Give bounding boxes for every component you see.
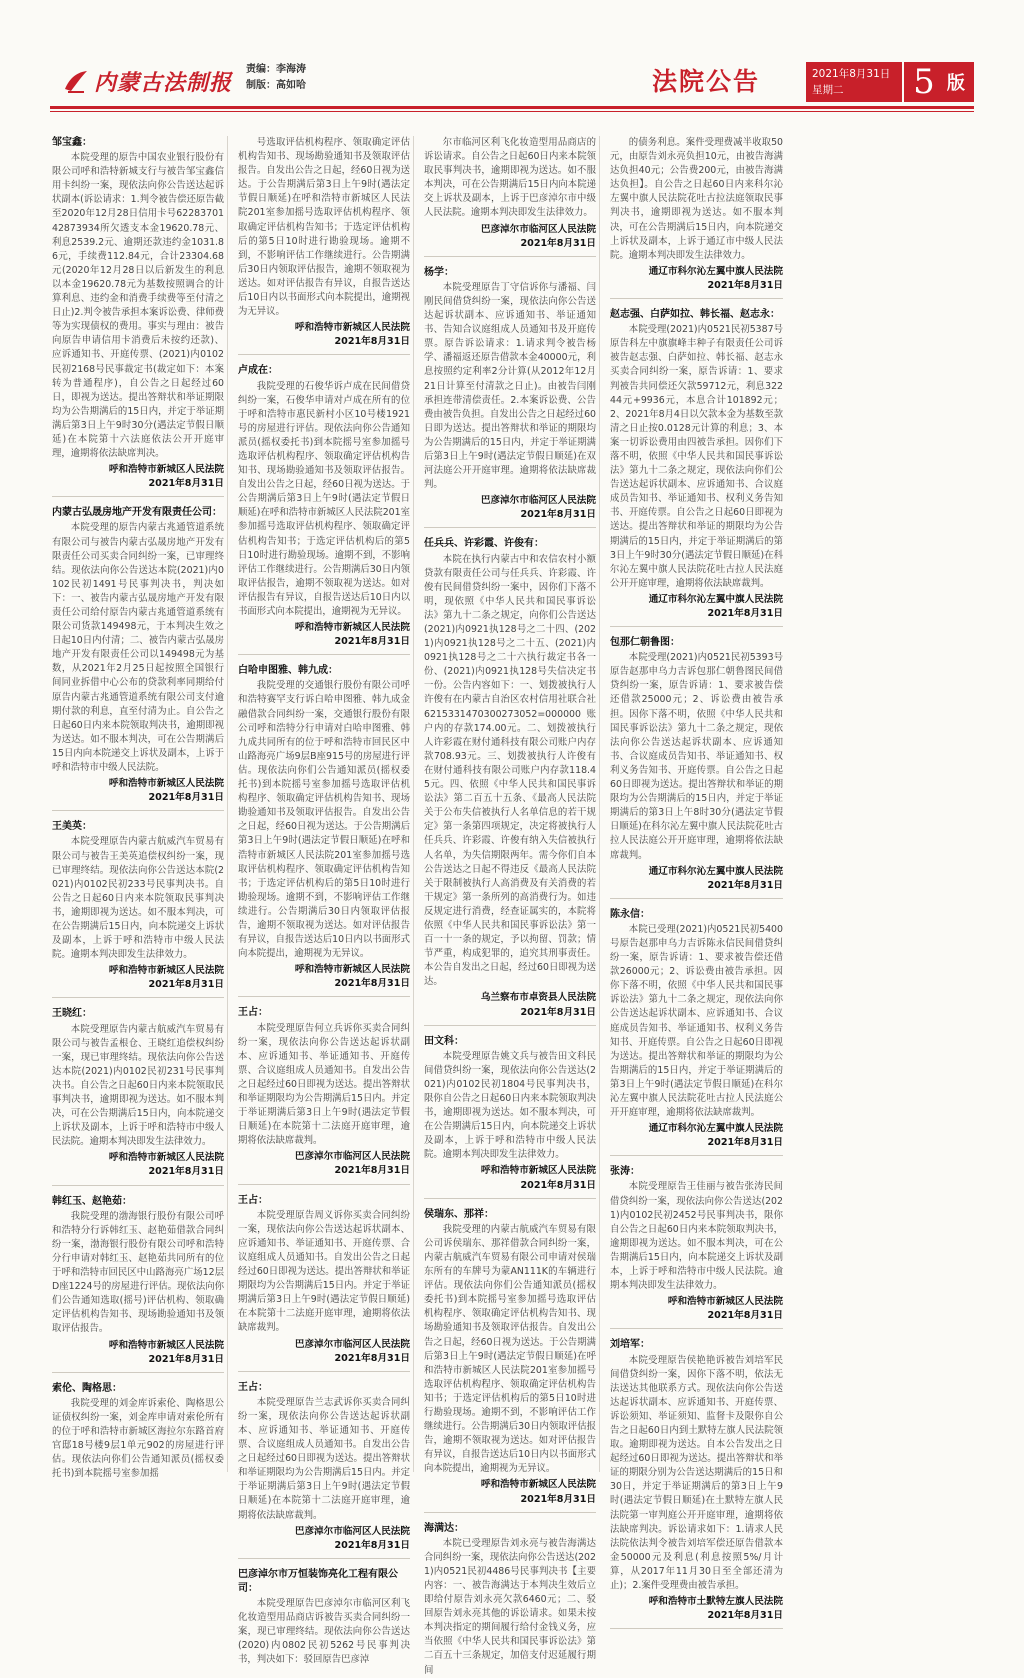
issue-weekday: 星期二 bbox=[812, 84, 844, 96]
notice-divider bbox=[424, 1512, 596, 1513]
notice-date: 2021年8月31日 bbox=[148, 478, 224, 490]
notice-divider bbox=[52, 1185, 224, 1186]
notice-addressee: 张涛： bbox=[610, 1166, 640, 1178]
notice-date: 2021年8月31日 bbox=[707, 1610, 783, 1622]
notice-body: 本院受理原告兰志武诉你买卖合同纠纷一案，现依法向你公告送达起诉状副本、应诉通知书、举证通知书、开庭传票、合议庭组成人员通知书。自发出公告之日起经过60日即视为送达。提出答辩状和举证期限均为公告期满后15日内。并定于举证期满后第3日上午9时(遇法定节假日顺延)在本院第十二法庭开庭审理，逾期将依法缺席裁判。 bbox=[238, 1396, 410, 1521]
notice-court: 呼和浩特市新城区人民法院 bbox=[667, 1296, 783, 1308]
notice-body: 本院受理原告王佳丽与被告张涛民间借贷纠纷一案，现依法向你公告送达(2021)内0102民初2452号民事判决书，限你自公告之日起60日内来本院领取判决书，逾期即视为送达。如不服本判决，可在公告期满后15日内，向本院递交上诉状及副本，上诉于呼和浩特市中级人民法院。逾期本判决即发生法律效力。 bbox=[610, 1181, 783, 1292]
page-number-box bbox=[904, 62, 974, 102]
notice-date: 2021年8月31日 bbox=[148, 1166, 224, 1178]
notice-body: 我院受理的交通银行股份有限公司呼和浩特赛罕支行诉白哈申图雅、韩九成金融借款合同纠纷一案，交通银行股份有限公司呼和浩特分行申请对白哈申图雅、韩九成共同所有的位于呼和浩特市回民区中山路海亮广场9层B座915号的房屋进行评估。现依法向你们公告通知派员(摇权委托书)到本院摇号室参加摇号选取评估机构程序、领取确定评估机构告知书、现场勘验通知书及领取评估报告。自发出公告之日起，经60日视为送达。于公告期满后第3日上午9时(遇法定节假日顺延)在呼和浩特市新城区人民法院201室参加摇号选取评估机构程序、领取确定评估机构告知书；于选定评估机构后的第5日10时进行勘验现场。逾期不到，不影响评估工作继续进行。公告期满后30日内领取评估报告，逾期不领取视为送达。如对评估报告有异议，自报告送达后10日内以书面形式向本院提出，逾期视为无异议。 bbox=[238, 680, 410, 960]
court-notice bbox=[424, 1035, 596, 1199]
notice-addressee: 王占： bbox=[238, 1381, 268, 1393]
notice-divider bbox=[238, 354, 410, 355]
court-notice bbox=[610, 136, 783, 299]
court-notice bbox=[52, 1382, 224, 1482]
notice-body: 本院受理原告内蒙古航威汽车贸易有限公司与被告孟根仓、王晓红追偿权纠纷一案，现已审理终结。现依法向你公告送达本院(2021)内0102民初231号民事判决书。自公告之日起60日内来本院领取民事判决书，逾期即视为送达。如不服本判决，可在公告期满后15日内，向本院递交上诉状及副本，上诉于呼和浩特市中级人民法院。逾期本判决即发生法律效力。 bbox=[52, 1023, 224, 1148]
notice-addressee: 王占： bbox=[238, 1194, 268, 1206]
notice-date: 2021年8月31日 bbox=[520, 237, 596, 249]
court-notice bbox=[238, 1568, 410, 1668]
notice-date: 2021年8月31日 bbox=[334, 336, 410, 348]
notice-body: 本院受理的原告内蒙古兆通管道系统有限公司与被告内蒙古弘晟房地产开发有限责任公司买卖合同纠纷一案，已审理终结。现依法向你公告送达本院(2021)内0102民初1491号民事判决书，判决如下：一、被告内蒙古弘晟房地产开发有限责任公司给付原告内蒙古兆通管道系统有限公司货款149498元，于本判决生效之日起10日内付清；二、被告内蒙古弘晟房地产开发有限责任公司以149498元为基数，从2021年2月25日起按照全国银行间同业拆借中心公布的贷款利率同期给付原告内蒙古兆通管道系统有限公司支付逾期付款的利息，直至付清为止。自公告之日起60日内来本院领取判决书，逾期即视为送达。如不服本判决，可在公告期满后15日内向本院递交上诉状及副本，上诉于呼和浩特市中级人民法院。 bbox=[52, 522, 224, 774]
notice-divider bbox=[238, 1184, 410, 1185]
notice-court: 通辽市科尔沁左翼中旗人民法院 bbox=[648, 865, 783, 877]
court-notice bbox=[52, 820, 224, 998]
editor-label: 责编：李海涛 bbox=[246, 64, 306, 75]
notice-court: 巴彦淖尔市临河区人民法院 bbox=[294, 1525, 410, 1537]
notice-divider bbox=[610, 626, 783, 627]
notice-addressee: 卢成在： bbox=[238, 365, 278, 377]
court-notice bbox=[424, 537, 596, 1025]
notice-divider bbox=[238, 654, 410, 655]
notice-body: 本院受理原告何立兵诉你买卖合同纠纷一案，现依法向你公告送达起诉状副本、应诉通知书、举证通知书、开庭传票、合议庭组成人员通知书。自发出公告之日起经过60日即视为送达。提出答辩状和举证期限均为公告期满后15日内。并定于举证期满后第3日上午9时(遇法定节假日顺延)在本院第十二法庭开庭审理，逾期将依法缺席裁判。 bbox=[238, 1022, 410, 1147]
notice-divider bbox=[238, 1371, 410, 1372]
notice-addressee: 刘培军： bbox=[610, 1339, 650, 1351]
notice-addressee: 王晓红： bbox=[52, 1008, 92, 1020]
notice-divider bbox=[610, 1328, 783, 1329]
page-unit: 版 bbox=[946, 73, 965, 94]
notice-addressee: 杨学： bbox=[424, 266, 454, 278]
notice-body: 本院受理(2021)内0521民初5393号原告赵那申乌力吉诉包那仁朝鲁图民间借贷纠纷一案，原告诉请：1、要求被告偿还借款25000元；2、诉讼费由被告承担。因你下落不明，依照《中华人民共和国民事诉讼法》第九十二条之规定，现依法向你公告送达起诉状副本、应诉通知书、合议庭成员告知书、举证通知书、权利义务告知书、开庭传票。自公告之日起60日即视为送达。提出答辩状和举证的期限均为公告期满后的15日内，并定于举证期满后的第3日上午8时30分(遇法定节假日顺延)在科尔沁左翼中旗人民法院花吐古拉人民法庭公开开庭审理，逾期将依法缺席裁判。 bbox=[610, 652, 783, 861]
header-rule-thin bbox=[50, 111, 974, 112]
court-notice bbox=[238, 664, 410, 997]
notice-court: 呼和浩特市新城区人民法院 bbox=[108, 965, 224, 977]
notice-addressee: 内蒙古弘晟房地产开发有限责任公司： bbox=[52, 507, 222, 519]
notice-body: 本院受理的原告中国农业银行股份有限公司呼和浩特新城支行与被告邹宝鑫信用卡纠纷一案，现依法向你公告送达起诉状副本(诉讼请求：1.判令被告偿还原告截至2020年12月28日信用卡号6228370142873934所欠透支本金19620.78元、利息2539.2元、逾期还款违约金1031.86元，手续费112.84元，合计23304.68元(2020年12月28日以后新发生的利息以本金19620.78元为基数按照调合的计算利息、违约金和消费手续费等至付清之日止)2.判令被告承担本案诉讼费、律师费等为实现债权的费用。事实与理由：被告向原告申请信用卡消费后未按约还款)、应诉通知书、开庭传票、(2021)内0102民初2168号民事裁定书(裁定如下：本案转为普通程序)，自公告之日起经过60日，即视为送达。提出答辩状和举证期限均为公告期满后的15日内，并定于举证期满后第3日上午9时30分(遇法定节假日顺延)在本院第十六法庭依法公开开庭审理，逾期将依法缺席判决。 bbox=[52, 152, 224, 460]
notice-body: 我院受理的石俊华诉卢成在民间借贷纠纷一案，石俊华申请对卢成在所有的位于呼和浩特市惠民新村小区10号楼1921号的房屋进行评估。现依法向你公告通知派员(摇权委托书)到本院摇号室参加摇号选取评估机构程序、领取确定评估机构告知书、现场勘验通知书及领取评估报告。自发出公告之日起，经60日视为送达。于公告期满后第3日上午9时(遇法定节假日顺延)在呼和浩特市新城区人民法院201室参加摇号选取评估机构程序、领取确定评估机构告知书；于选定评估机构后的第5日10时进行勘验现场。逾期不到，不影响评估工作继续进行。公告期满后30日内领取评估报告，逾期不领取视为送达。如对评估报告有异议，自报告送达后10日内以书面形式向本院提出，逾期视为无异议。 bbox=[238, 380, 410, 617]
court-notice bbox=[238, 364, 410, 655]
notice-body: 本院受理原告姚文兵与被告田文科民间借贷纠纷一案，现依法向你公告送达(2021)内0102民初1804号民事判决书，限你自公告之日起60日内来本院领取判决书，逾期即视为送达。如不服本判决，可在公告期满后15日内，向本院递交上诉状及副本，上诉于呼和浩特市中级人民法院。逾期本判决即发生法律效力。 bbox=[424, 1050, 596, 1161]
notice-date: 2021年8月31日 bbox=[334, 1539, 410, 1551]
notice-body: 我院受理的渤海银行股份有限公司呼和浩特分行诉韩红玉、赵艳茹借款合同纠纷一案，渤海银行股份有限公司呼和浩特分行申请对韩红玉、赵艳茹共同所有的位于呼和浩特市回民区中山路海亮广场12层D座1224号的房屋进行评估。现依法向你们公告通知选取(摇号)评估机构、领取确定评估机构告知书、现场勘验通知书及领取评估报告。 bbox=[52, 1210, 224, 1335]
notice-body: 我院受理的内蒙古航威汽车贸易有限公司诉侯瑞东、那祥借款合同纠纷一案，内蒙古航威汽车贸易有限公司申请对侯瑞东所有的车牌号为蒙AN111K的车辆进行评估。现依法向你们公告通知派员(摇权委托书)到本院摇号室参加摇号选取评估机构程序、领取确定评估机构告知书、现场勘验通知书及领取评估报告。自发出公告之日起，经60日视为送达。于公告期满后第3日上午9时(遇法定节假日顺延)在呼和浩特市新城区人民法院201室参加摇号选取评估机构程序、领取确定评估机构告知书；于选定评估机构后的第5日10时进行勘验现场。逾期不到，不影响评估工作继续进行。公告期满后30日内领取评估报告，逾期不领取视为送达。如对评估报告有异议，自报告送达后10日内以书面形式向本院提出，逾期视为无异议。 bbox=[424, 1223, 596, 1475]
notice-body: 本院受理原告周义诉你买卖合同纠纷一案，现依法向你公告送达起诉状副本、应诉通知书、举证通知书、开庭传票、合议庭组成人员通知书。自发出公告之日起经过60日即视为送达。提出答辩状和举证期限均为公告期满后15日内。并定于举证期满后第3日上午9时(遇法定节假日顺延)在本院第十二法庭开庭审理，逾期将依法缺席裁判。 bbox=[238, 1209, 410, 1334]
notice-body: 的债务利息。案件受理费减半收取50元，由原告刘永亮负担10元，由被告海满达负担40元；公告费200元，由被告海满达负担】。自公告之日起60日内来科尔沁左翼中旗人民法院花吐古拉法庭领取民事判决书，逾期即视为送达。如不服本判决，可在公告期满后15日内，向本院递交上诉状及副本，上诉于通辽市中级人民法院。逾期本判决即发生法律效力。 bbox=[610, 137, 783, 261]
court-notice bbox=[238, 1194, 410, 1372]
notice-date: 2021年8月31日 bbox=[148, 792, 224, 804]
notice-court: 呼和浩特市新城区人民法院 bbox=[294, 322, 410, 334]
notice-date: 2021年8月31日 bbox=[707, 279, 783, 291]
notice-body: 本院已受理原告刘永亮与被告海满达合同纠纷一案，现依法向你公告送达(2021)内0521民初4486号民事判决书【主要内容：一、被告海满达于本判决生效后立即给付原告刘永亮欠款6460元；二、驳回原告刘永亮其他的诉讼请求。如果未按本判决指定的期间履行给付金钱义务，应当依照《中华人民共和国民事诉讼法》第二百五十三条规定，加倍支付迟延履行期间 bbox=[424, 1537, 596, 1676]
court-notice bbox=[610, 908, 783, 1157]
notice-divider bbox=[610, 298, 783, 299]
notice-court: 呼和浩特市新城区人民法院 bbox=[294, 964, 410, 976]
notice-court: 通辽市科尔沁左翼中旗人民法院 bbox=[648, 265, 783, 277]
notice-divider bbox=[610, 1628, 783, 1629]
notice-court: 通辽市科尔沁左翼中旗人民法院 bbox=[648, 593, 783, 605]
notice-date: 2021年8月31日 bbox=[707, 1137, 783, 1149]
notice-divider bbox=[424, 1025, 596, 1026]
court-notice bbox=[424, 266, 596, 529]
notice-court: 呼和浩特市新城区人民法院 bbox=[480, 1165, 596, 1177]
court-notice bbox=[424, 136, 596, 257]
court-notice bbox=[610, 1338, 783, 1629]
notice-divider bbox=[52, 810, 224, 811]
notice-column bbox=[238, 136, 414, 1666]
court-notice bbox=[424, 1208, 596, 1513]
notice-columns bbox=[52, 136, 974, 1676]
notice-court: 呼和浩特市新城区人民法院 bbox=[294, 622, 410, 634]
notice-court: 巴彦淖尔市临河区人民法院 bbox=[480, 495, 596, 507]
notice-divider bbox=[424, 527, 596, 528]
notice-date: 2021年8月31日 bbox=[520, 1179, 596, 1191]
notice-date: 2021年8月31日 bbox=[334, 636, 410, 648]
court-emblem-icon bbox=[62, 66, 90, 96]
court-notice bbox=[52, 1007, 224, 1185]
notice-addressee: 白哈申图雅、韩九成： bbox=[238, 665, 338, 677]
issue-date: 2021年8月31日 bbox=[812, 68, 891, 80]
notice-body: 本院受理原告巴彦淖尔市临河区利飞化妆造型用品商店诉被告买卖合同纠纷一案，现已审理终结。现依法向你公告送达(2020)内0802民初5262号民事判决书，判决如下：驳回原告巴彦淖 bbox=[238, 1598, 410, 1666]
issue-date-box bbox=[806, 62, 902, 102]
notice-date: 2021年8月31日 bbox=[520, 1493, 596, 1505]
notice-court: 呼和浩特市新城区人民法院 bbox=[108, 464, 224, 476]
notice-divider bbox=[52, 997, 224, 998]
notice-addressee: 任兵兵、许彩霞、许俊有： bbox=[424, 538, 544, 550]
court-notice bbox=[52, 1195, 224, 1373]
notice-court: 呼和浩特市新城区人民法院 bbox=[480, 1479, 596, 1491]
notice-body: 我院受理的刘金库诉索伦、陶格思公证债权纠纷一案，刘金库申请对索伦所有的位于呼和浩特市新城区海拉尔东路首府官邸18号楼9层1单元902的房屋进行评估。现依法向你们公告通知派员(摇权委托书)到本院摇号室参加摇 bbox=[52, 1397, 224, 1480]
notice-court: 呼和浩特市新城区人民法院 bbox=[108, 1339, 224, 1351]
notice-date: 2021年8月31日 bbox=[520, 1006, 596, 1018]
notice-addressee: 侯瑞东、那祥： bbox=[424, 1208, 494, 1220]
notice-court: 通辽市科尔沁左翼中旗人民法院 bbox=[648, 1123, 783, 1135]
notice-body: 本院受理原告内蒙古航威汽车贸易有限公司与被告王美英追偿权纠纷一案，现已审理终结。现依法向你公告送达本院(2021)内0102民初233号民事判决书。自公告之日起60日内来本院领取民事判决书，逾期即视为送达。如不服本判决，可在公告期满后15日内，向本院递交上诉状及副本，上诉于呼和浩特市中级人民法院。逾期本判决即发生法律效力。 bbox=[52, 836, 224, 961]
notice-court: 巴彦淖尔市临河区人民法院 bbox=[480, 223, 596, 235]
editor-credits bbox=[246, 62, 306, 94]
notice-court: 呼和浩特市新城区人民法院 bbox=[108, 1152, 224, 1164]
notice-court: 呼和浩特市新城区人民法院 bbox=[108, 778, 224, 790]
notice-column bbox=[610, 136, 786, 1622]
court-notice bbox=[610, 1165, 783, 1329]
court-notice bbox=[52, 136, 224, 497]
notice-court: 巴彦淖尔市临河区人民法院 bbox=[294, 1151, 410, 1163]
notice-addressee: 陈永信： bbox=[610, 908, 650, 920]
section-title: 法院公告 bbox=[652, 67, 761, 96]
notice-addressee: 索伦、陶格思： bbox=[52, 1382, 122, 1394]
notice-body: 尔市临河区利飞化妆造型用品商店的诉讼请求。自公告之日起60日内来本院领取民事判决书，逾期即视为送达。如不服本判决，可在公告期满后15日内向本院递交上诉状及副本，上诉于巴彦淖尔市中级人民法院。逾期本判决即发生法律效力。 bbox=[424, 137, 596, 219]
court-notice bbox=[424, 1522, 596, 1678]
notice-body: 本院受理原告侯艳艳诉被告刘培军民间借贷纠纷一案，因你下落不明，依法无法送达其他联系方式。现依法向你公告送达起诉状副本、应诉通知书、开庭传票、诉讼须知、举证须知、监督卡及限你自公告之日起60日内到土默特左旗人民法院领取。逾期即视为送达。自本公告发出之日起经过60日即视为送达。提出答辩状和举证的期限分别为公告送达期满后的15日和30日，并定于举证期满后的第3日上午9时(遇法定节假日顺延)在土默特左旗人民法院第一审判庭公开开庭审理，逾期将依法缺席判决。诉讼请求如下：1.请求人民法院依法判令被告刘培军偿还原告借款本金50000元及利息(利息按照5%/月计算，从2017年11月30日至全部还清为止)；2.案件受理费由被告承担。 bbox=[610, 1354, 783, 1591]
notice-addressee: 赵志强、白萨如拉、韩长福、赵志永： bbox=[610, 309, 780, 321]
notice-divider bbox=[52, 496, 224, 497]
notice-date: 2021年8月31日 bbox=[707, 608, 783, 619]
notice-body: 号选取评估机构程序、领取确定评估机构告知书、现场勘验通知书及领取评估报告。自发出公告之日起，经60日视为送达。于公告期满后第3日上午9时(遇法定节假日顺延)在呼和浩特市新城区人民法院201室参加摇号选取评估机构程序、领取确定评估机构告知书；于选定评估机构后的第5日10时进行勘验现场。逾期不到，不影响评估工作继续进行。公告期满后30日内领取评估报告，逾期不领取视为送达。如对评估报告有异议，自报告送达后10日内以书面形式向本院提出，逾期视为无异议。 bbox=[238, 137, 410, 318]
notice-divider bbox=[52, 1372, 224, 1373]
designer-label: 制版：高如哈 bbox=[246, 80, 306, 91]
notice-addressee: 包那仁朝鲁图： bbox=[610, 637, 680, 649]
notice-date: 2021年8月31日 bbox=[334, 978, 410, 990]
masthead bbox=[0, 0, 1024, 128]
notice-divider bbox=[238, 1558, 410, 1559]
newspaper-name: 内蒙古法制报 bbox=[94, 69, 233, 96]
notice-addressee: 王美英： bbox=[52, 821, 92, 833]
notice-body: 本院受理原告丁守信诉你与潘福、闫刚民间借贷纠纷一案，现依法向你公告送达起诉状副本、应诉通知书、举证通知书、告知合议庭组成人员通知书及开庭传票。原告诉讼请求：1.请求判令被告杨学、潘福返还原告借款本金40000元，利息按照约定利率2分计算(从2012年12月21日计算至付清款之日止)。由被告闫刚承担连带清偿责任。2.本案诉讼费、公告费由被告负担。自发出公告之日起经过60日即为送达。提出答辩状和举证的期限均为公告期满后的15日内，并定于举证期满后第3日上午9时(遇法定节假日顺延)在双河法庭公开开庭审理。逾期将依法缺席裁判。 bbox=[424, 281, 596, 491]
notice-date: 2021年8月31日 bbox=[148, 979, 224, 991]
notice-body: 本院已受理(2021)内0521民初5400号原告赵那申乌力吉诉陈永信民间借贷纠纷一案，原告诉请：1、要求被告偿还借款26000元；2、诉讼费由被告承担。因你下落不明，依照《中华人民共和国民事诉讼法》第九十二条之规定，现依法向你公告送达起诉状副本、应诉通知书、合议庭成员告知书、举证通知书、权利义务告知书、开庭传票。自公告之日起60日即视为送达。提出答辩状和举证的期限均为公告期满后的15日内，并定于举证期满后的第3日上午9时(遇法定节假日顺延)在科尔沁左翼中旗人民法院花吐古拉人民法庭公开开庭审理，逾期将依法缺席裁判。 bbox=[610, 923, 783, 1119]
notice-divider bbox=[238, 996, 410, 997]
notice-date: 2021年8月31日 bbox=[334, 1165, 410, 1177]
notice-divider bbox=[610, 898, 783, 899]
notice-date: 2021年8月31日 bbox=[707, 879, 783, 891]
notice-divider bbox=[424, 1198, 596, 1199]
notice-court: 呼和浩特市土默特左旗人民法院 bbox=[648, 1596, 783, 1608]
notice-court: 巴彦淖尔市临河区人民法院 bbox=[294, 1338, 410, 1350]
notice-column bbox=[424, 136, 600, 1676]
notice-addressee: 邹宝鑫： bbox=[52, 137, 92, 148]
notice-addressee: 韩红玉、赵艳茹： bbox=[52, 1195, 132, 1207]
notice-addressee: 田文科： bbox=[424, 1035, 464, 1047]
notice-divider bbox=[424, 256, 596, 257]
notice-addressee: 王占： bbox=[238, 1007, 268, 1019]
court-notice bbox=[238, 1381, 410, 1559]
notice-date: 2021年8月31日 bbox=[148, 1353, 224, 1365]
court-notice bbox=[238, 1006, 410, 1184]
notice-date: 2021年8月31日 bbox=[520, 509, 596, 521]
notice-body: 本院受理(2021)内0521民初5387号原告科左中旗旗峰丰种子有限责任公司诉被告赵志强、白萨如拉、韩长福、赵志永买卖合同纠纷一案，原告诉请：1、要求判被告共同偿还欠款59712元，利息32244元+9936元，本息合计101892元；2、2021年8月4日以欠款本金为基数至款清之日止按0.0128元计算的利息；3、本案一切诉讼费用由四被告承担。因你们下落不明，依照《中华人民共和国民事诉讼法》第九十二条之规定，现依法向你们公告送达起诉状副本、应诉通知书、合议庭成员告知书、举证通知书、权利义务告知书、开庭传票。自公告之日起60日即视为送达。提出答辩状和举证的期限均为公告期满后的15日内，并定于举证期满后的第3日上午9时30分(遇法定节假日顺延)在科尔沁左翼中旗人民法院花吐古拉人民法庭公开开庭审理，逾期将依法缺席裁判。 bbox=[610, 324, 784, 589]
notice-addressee: 海满达： bbox=[424, 1522, 464, 1534]
notice-date: 2021年8月31日 bbox=[707, 1310, 783, 1322]
header-rule bbox=[50, 106, 974, 109]
notice-column bbox=[52, 136, 228, 1480]
notice-court: 乌兰察布市卓资县人民法院 bbox=[480, 992, 596, 1004]
court-notice bbox=[610, 308, 783, 627]
notice-addressee: 巴彦淖尔市万恒装饰亮化工程有限公司： bbox=[238, 1568, 398, 1594]
notice-divider bbox=[610, 1155, 783, 1156]
court-notice bbox=[238, 136, 410, 355]
newspaper-logo bbox=[62, 62, 233, 100]
notice-date: 2021年8月31日 bbox=[334, 1352, 410, 1364]
page-number: 5 bbox=[913, 62, 935, 102]
court-notice bbox=[610, 636, 783, 899]
notice-body: 本院在执行内蒙古中和农信农村小额贷款有限责任公司与任兵兵、许彩霞、许俊有民间借贷纠纷一案中，因你们下落不明，现依照《中华人民共和国民事诉讼法》第九十二条之规定，向你们公告送达(2021)内0921执128号之二十四、(2021)内0921执128号之二十五、(2021)内0921执128号之二十六执行裁定书各一份、(2021)内0921执128号失信决定书一份。公告内容如下：一、划拨被执行人许俊有在内蒙古自治区农村信用社联合社6215331470300273052=000000账户内的存款174.00元。二、划拨被执行人许彩霞在财付通科技有限公司账户内存款708.93元。三、划拨被执行人许俊有在财付通科技有限公司账户内存款118.45元。四、依照《中华人民共和国民事诉讼法》第二百五十五条、《最高人民法院关于公布失信被执行人名单信息的若干规定》第一条第四项规定，决定将被执行人任兵兵、许彩霞、许俊有纳入失信被执行人名单，为失信期限两年。需今你们自本公告送达之日起不得违反《最高人民法院关于限制被执行人高消费及有关消费的若干规定》第一条所列的高消费行为。如违反规定进行消费，经查证属实的，本院将依照《中华人民共和国民事诉讼法》第一百一十一条的规定，予以拘留、罚款；情节严重，构成犯罪的，追究其刑事责任。本公告自发出之日起，经过60日即视为送达。 bbox=[424, 553, 596, 988]
court-notice bbox=[52, 506, 224, 811]
